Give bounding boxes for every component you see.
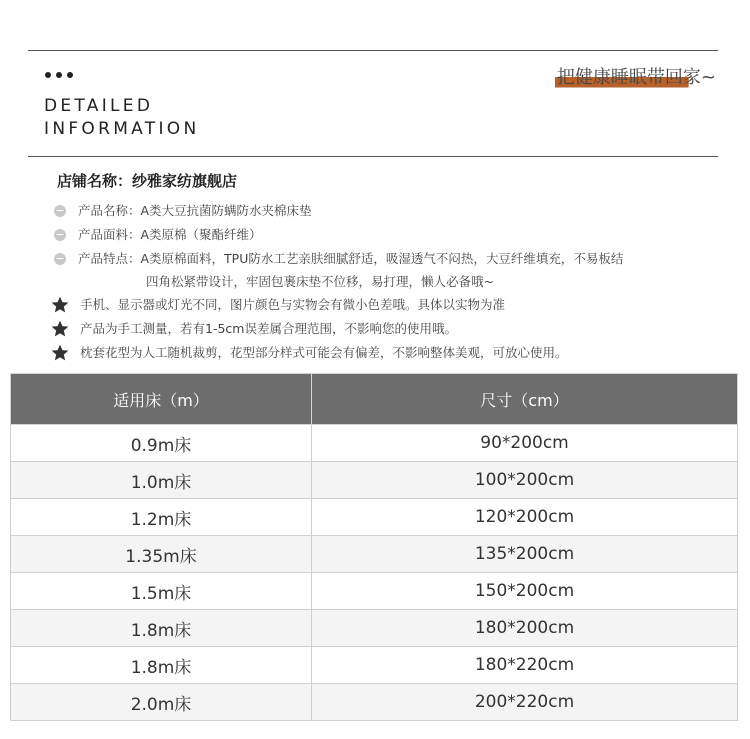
table-row: [11, 610, 738, 647]
size-table: [10, 373, 738, 721]
detail-text: 四角松紧带设计，牢固包裹床垫不位移，易打理，懒人必备哦~: [146, 274, 494, 289]
table-header-row: [11, 374, 738, 425]
table-row: [11, 573, 738, 610]
detail-text: 产品面料：A类原棉（聚酯纤维）: [78, 227, 262, 242]
note-text: 产品为手工测量，若有1-5cm误差属合理范围，不影响您的使用哦。: [80, 321, 457, 336]
minus-circle-icon: −: [55, 204, 65, 217]
detail-text: 产品特点：A类原棉面料，TPU防水工艺亲肤细腻舒适，吸湿透气不闷热，大豆纤维填充，不易板结: [78, 251, 624, 266]
bed-cell: 1.8m床: [11, 647, 312, 684]
star-icon: [50, 343, 70, 363]
bed-cell: 1.35m床: [11, 536, 312, 573]
store-name: 店铺名称：纱雅家纺旗舰店: [57, 172, 238, 190]
detail-row-features: [50, 249, 623, 269]
table-row: [11, 499, 738, 536]
size-cell: 200*220cm: [312, 684, 738, 721]
size-cell: 90*200cm: [312, 425, 738, 462]
column-header-bed: 适用床（m）: [11, 374, 312, 425]
size-cell: 135*200cm: [312, 536, 738, 573]
bed-cell: 1.5m床: [11, 573, 312, 610]
note-row: [50, 319, 457, 339]
section-title-line1: DETAILED: [44, 96, 154, 116]
bed-cell: 2.0m床: [11, 684, 312, 721]
minus-circle-icon: −: [55, 252, 65, 265]
bed-cell: 0.9m床: [11, 425, 312, 462]
middle-divider: [28, 156, 718, 157]
size-cell: 100*200cm: [312, 462, 738, 499]
star-icon: [50, 295, 70, 315]
star-icon: [50, 319, 70, 339]
detail-row-name: [50, 201, 312, 221]
size-cell: 180*220cm: [312, 647, 738, 684]
table-row: [11, 425, 738, 462]
note-row: [50, 295, 505, 315]
bed-cell: 1.0m床: [11, 462, 312, 499]
note-text: 枕套花型为人工随机裁剪，花型部分样式可能会有偏差，不影响整体美观，可放心使用。: [80, 345, 568, 360]
dot-icon: [45, 72, 51, 78]
note-text: 手机、显示器或灯光不同，图片颜色与实物会有微小色差哦。具体以实物为准: [80, 297, 506, 312]
note-row: [50, 343, 568, 363]
top-divider: [28, 50, 718, 51]
column-header-size: 尺寸（cm）: [312, 374, 738, 425]
minus-circle-icon: −: [55, 228, 65, 241]
dot-icon: [56, 72, 62, 78]
size-cell: 180*200cm: [312, 610, 738, 647]
bed-cell: 1.2m床: [11, 499, 312, 536]
dot-icon: [67, 72, 73, 78]
detail-row-fabric: [50, 225, 262, 245]
bed-cell: 1.8m床: [11, 610, 312, 647]
detail-text: 产品名称：A类大豆抗菌防螨防水夹棉床垫: [78, 203, 312, 218]
table-row: [11, 647, 738, 684]
table-row: [11, 684, 738, 721]
size-cell: 150*200cm: [312, 573, 738, 610]
detail-row-features-cont: [50, 272, 494, 292]
tagline: 把健康睡眠带回家~: [556, 67, 716, 88]
decorative-dots: [45, 72, 73, 78]
table-row: [11, 462, 738, 499]
section-title-line2: INFORMATION: [44, 119, 200, 139]
table-row: [11, 536, 738, 573]
size-cell: 120*200cm: [312, 499, 738, 536]
